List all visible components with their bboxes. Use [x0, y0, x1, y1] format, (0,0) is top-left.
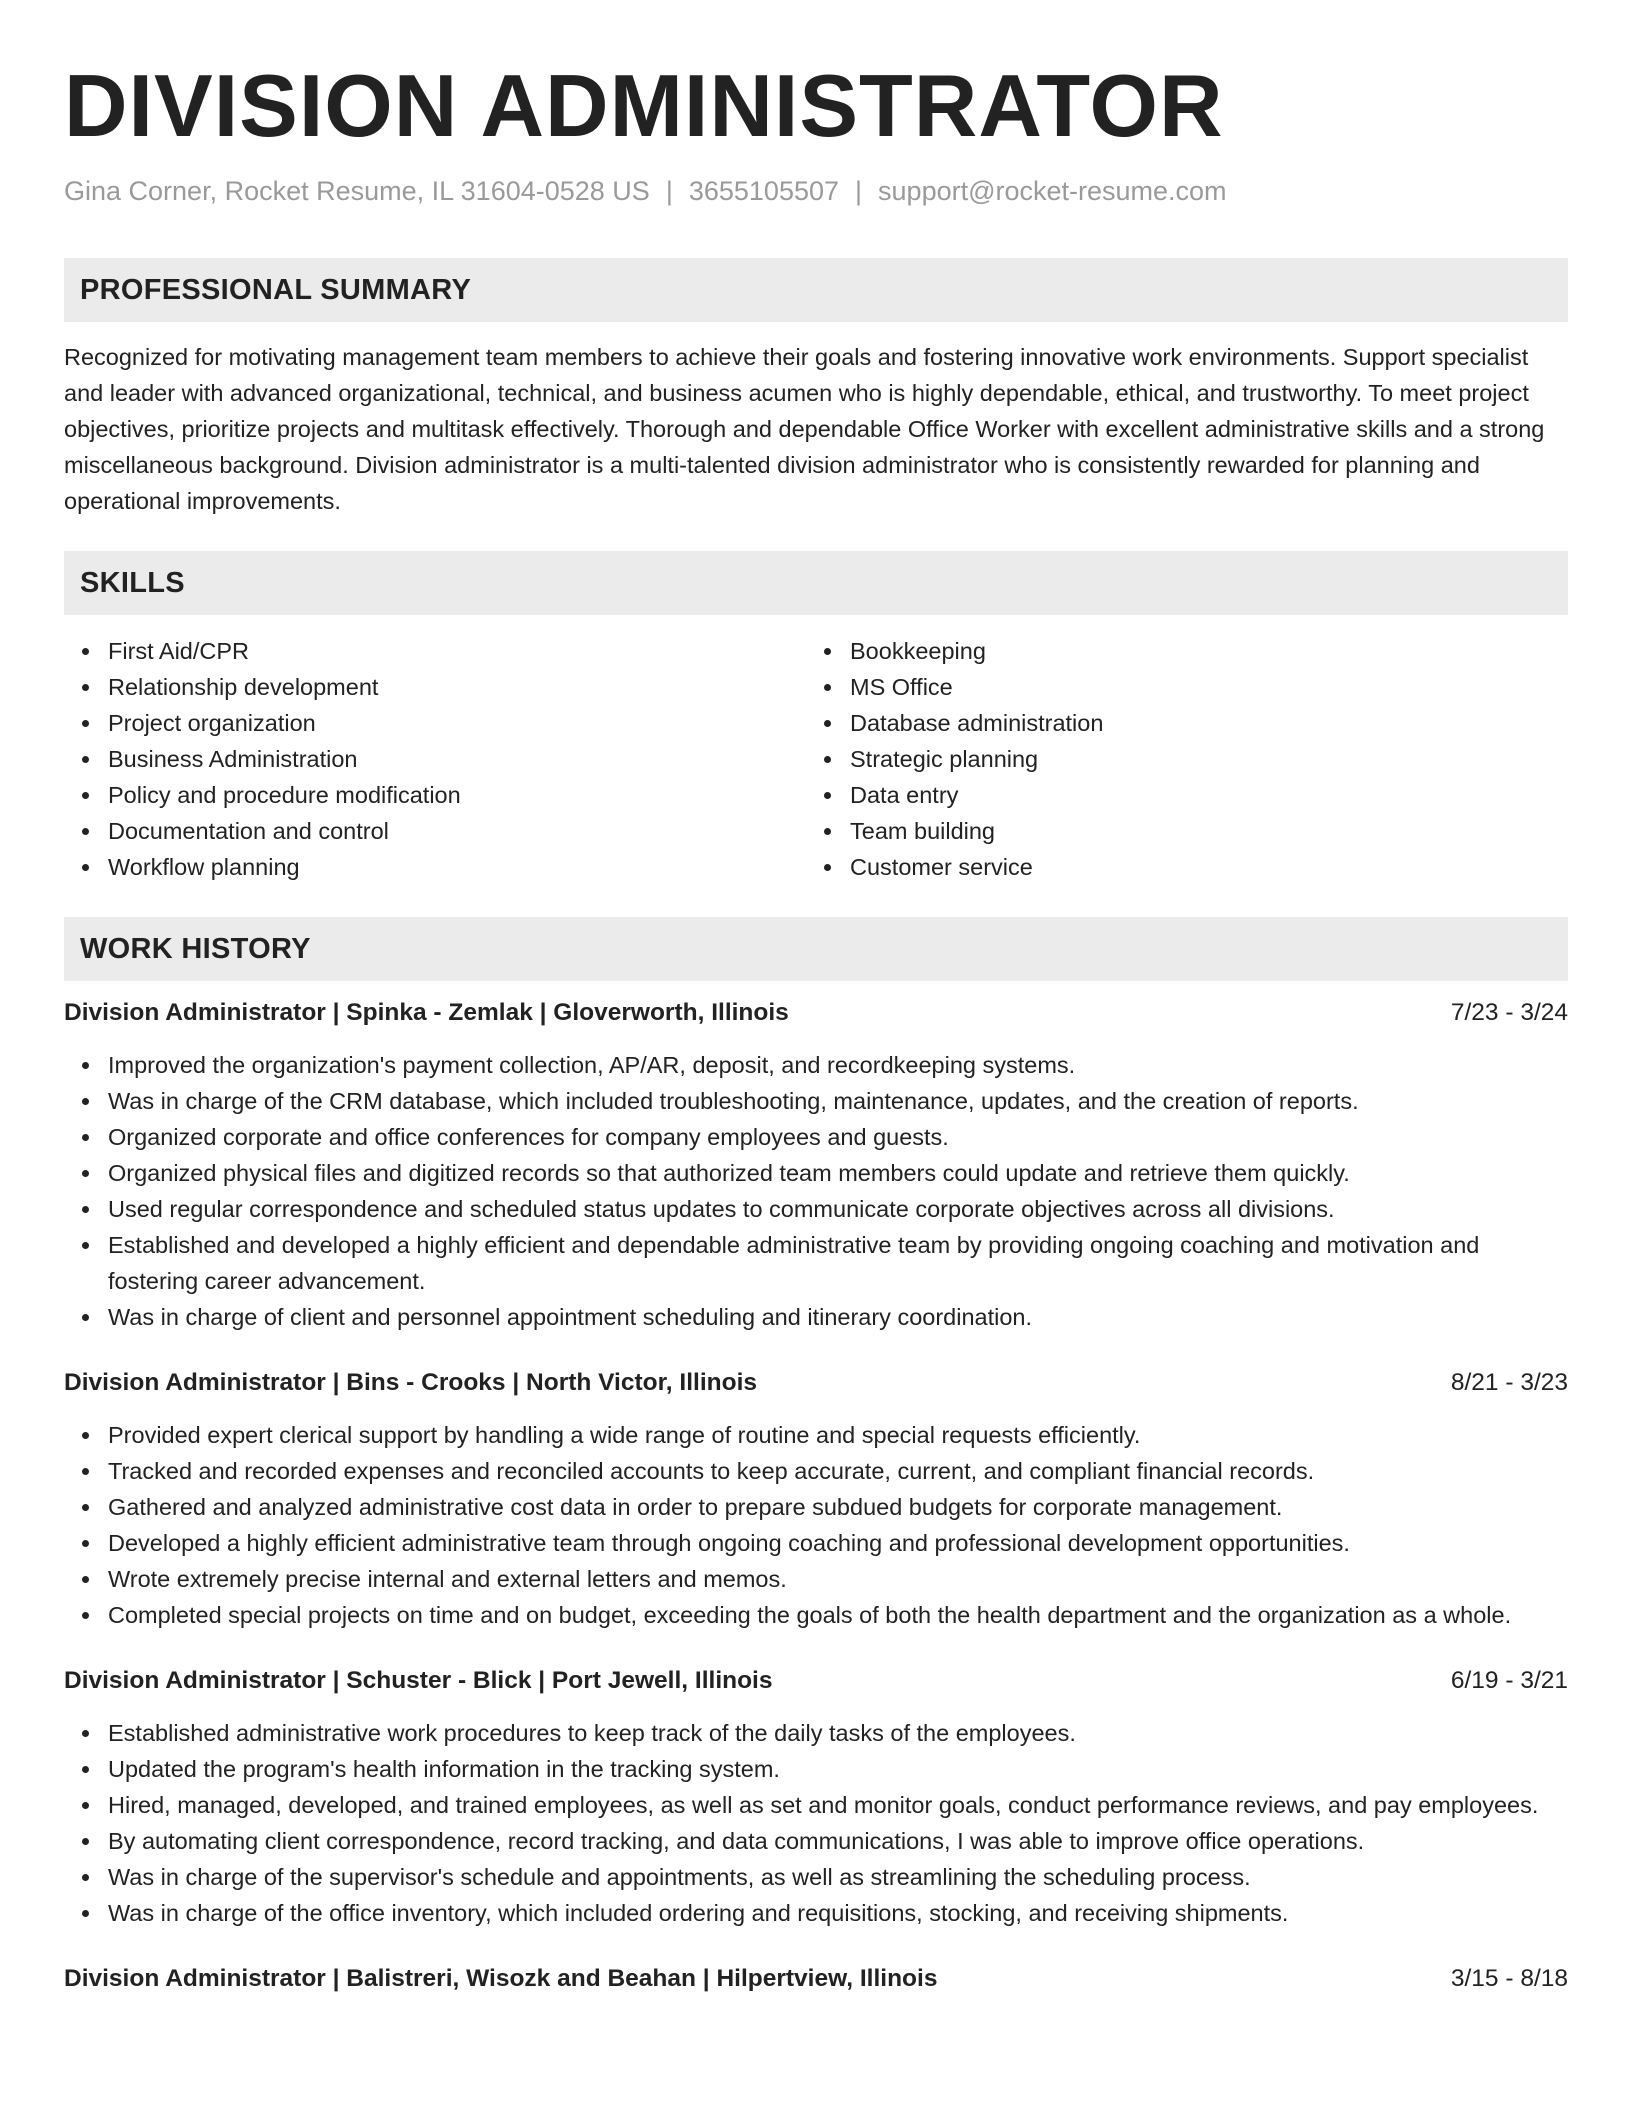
- contact-line: [64, 174, 1568, 208]
- job-bullet: Organized corporate and office conferences for company employees and guests.: [108, 1119, 1568, 1155]
- summary-text: Recognized for motivating management team members to achieve their goals and fostering innovative work environments. Support specialist and leader with advanced organizational, technical, and business acumen who is highly dependable, ethical, and trustworthy. To meet project objectives, prioritize projects and multitask effectively. Thorough and dependable Office Worker with excellent administrative skills and a strong miscellaneous background. Division administrator is a multi-talented division administrator who is consistently rewarded for planning and operational improvements.: [64, 344, 1545, 514]
- skill-item: Documentation and control: [108, 813, 806, 849]
- job-bullet: Was in charge of the CRM database, which included troubleshooting, maintenance, updates, and the creation of reports.: [108, 1083, 1568, 1119]
- skill-item: Project organization: [108, 705, 806, 741]
- job-bullet: Gathered and analyzed administrative cost data in order to prepare subdued budgets for corporate management.: [108, 1489, 1568, 1525]
- job-entry: [64, 995, 1568, 1335]
- job-bullet: Was in charge of client and personnel appointment scheduling and itinerary coordination.: [108, 1299, 1568, 1335]
- contact-separator: |: [665, 176, 673, 206]
- skills-column-left: [64, 633, 806, 885]
- skill-item: Strategic planning: [850, 741, 1548, 777]
- section-header-summary: PROFESSIONAL SUMMARY: [64, 258, 1568, 322]
- skill-item: Customer service: [850, 849, 1548, 885]
- job-title: Division Administrator | Bins - Crooks | North Victor, Illinois: [64, 1369, 757, 1396]
- job-entry: [64, 1961, 1568, 1997]
- skills-column-right: [806, 633, 1548, 885]
- skill-item: Database administration: [850, 705, 1548, 741]
- job-bullet: Tracked and recorded expenses and reconciled accounts to keep accurate, current, and compliant financial records.: [108, 1453, 1568, 1489]
- contact-email: support@rocket-resume.com: [878, 176, 1227, 206]
- job-title: Division Administrator | Schuster - Blick | Port Jewell, Illinois: [64, 1667, 773, 1694]
- job-header: [64, 1365, 1568, 1401]
- job-bullet: Developed a highly efficient administrative team through ongoing coaching and professional development opportunities.: [108, 1525, 1568, 1561]
- contact-separator: |: [855, 176, 863, 206]
- job-dates: 6/19 - 3/21: [1450, 1667, 1568, 1694]
- job-bullet: Used regular correspondence and scheduled status updates to communicate corporate objectives across all divisions.: [108, 1191, 1568, 1227]
- job-entry: [64, 1365, 1568, 1633]
- skill-item: MS Office: [850, 669, 1548, 705]
- job-bullet: Was in charge of the office inventory, which included ordering and requisitions, stocking, and receiving shipments.: [108, 1895, 1568, 1931]
- job-dates: 7/23 - 3/24: [1450, 999, 1568, 1026]
- skill-item: First Aid/CPR: [108, 633, 806, 669]
- job-bullet: Organized physical files and digitized records so that authorized team members could update and retrieve them quickly.: [108, 1155, 1568, 1191]
- job-header: [64, 1961, 1568, 1997]
- job-bullets: [64, 1715, 1568, 1931]
- skill-item: Workflow planning: [108, 849, 806, 885]
- contact-address: Gina Corner, Rocket Resume, IL 31604-0528 US: [64, 176, 650, 206]
- job-header: [64, 995, 1568, 1031]
- job-bullet: Completed special projects on time and on budget, exceeding the goals of both the health department and the organization as a whole.: [108, 1597, 1568, 1633]
- job-bullet: By automating client correspondence, record tracking, and data communications, I was able to improve office operations.: [108, 1823, 1568, 1859]
- job-bullet: Established administrative work procedures to keep track of the daily tasks of the employees.: [108, 1715, 1568, 1751]
- skills-grid: [64, 633, 1568, 885]
- job-entry: [64, 1663, 1568, 1931]
- job-bullet: Improved the organization's payment collection, AP/AR, deposit, and recordkeeping systems.: [108, 1047, 1568, 1083]
- job-bullet: Established and developed a highly efficient and dependable administrative team by providing ongoing coaching and motivation and fostering career advancement.: [108, 1227, 1568, 1299]
- job-dates: 3/15 - 8/18: [1450, 1965, 1568, 1992]
- job-bullets: [64, 1047, 1568, 1335]
- skill-item: Policy and procedure modification: [108, 777, 806, 813]
- skill-item: Team building: [850, 813, 1548, 849]
- job-bullet: Provided expert clerical support by handling a wide range of routine and special requests efficiently.: [108, 1417, 1568, 1453]
- job-bullet: Updated the program's health information in the tracking system.: [108, 1751, 1568, 1787]
- job-title: Division Administrator | Spinka - Zemlak | Gloverworth, Illinois: [64, 999, 789, 1026]
- skill-item: Relationship development: [108, 669, 806, 705]
- job-dates: 8/21 - 3/23: [1450, 1369, 1568, 1396]
- skill-item: Bookkeeping: [850, 633, 1548, 669]
- contact-phone: 3655105507: [688, 176, 840, 206]
- resume-page: [64, 0, 1568, 1997]
- job-header: [64, 1663, 1568, 1699]
- section-header-work-history: WORK HISTORY: [64, 917, 1568, 981]
- job-bullet: Wrote extremely precise internal and external letters and memos.: [108, 1561, 1568, 1597]
- job-bullet: Was in charge of the supervisor's schedule and appointments, as well as streamlining the scheduling process.: [108, 1859, 1568, 1895]
- work-history-list: [64, 995, 1568, 1997]
- job-title: Division Administrator | Balistreri, Wisozk and Beahan | Hilpertview, Illinois: [64, 1965, 938, 1992]
- skill-item: Business Administration: [108, 741, 806, 777]
- resume-title: DIVISION ADMINISTRATOR: [64, 56, 1224, 155]
- skill-item: Data entry: [850, 777, 1548, 813]
- section-header-skills: SKILLS: [64, 551, 1568, 615]
- job-bullet: Hired, managed, developed, and trained employees, as well as set and monitor goals, conduct performance reviews, and pay employees.: [108, 1787, 1568, 1823]
- job-bullets: [64, 1417, 1568, 1633]
